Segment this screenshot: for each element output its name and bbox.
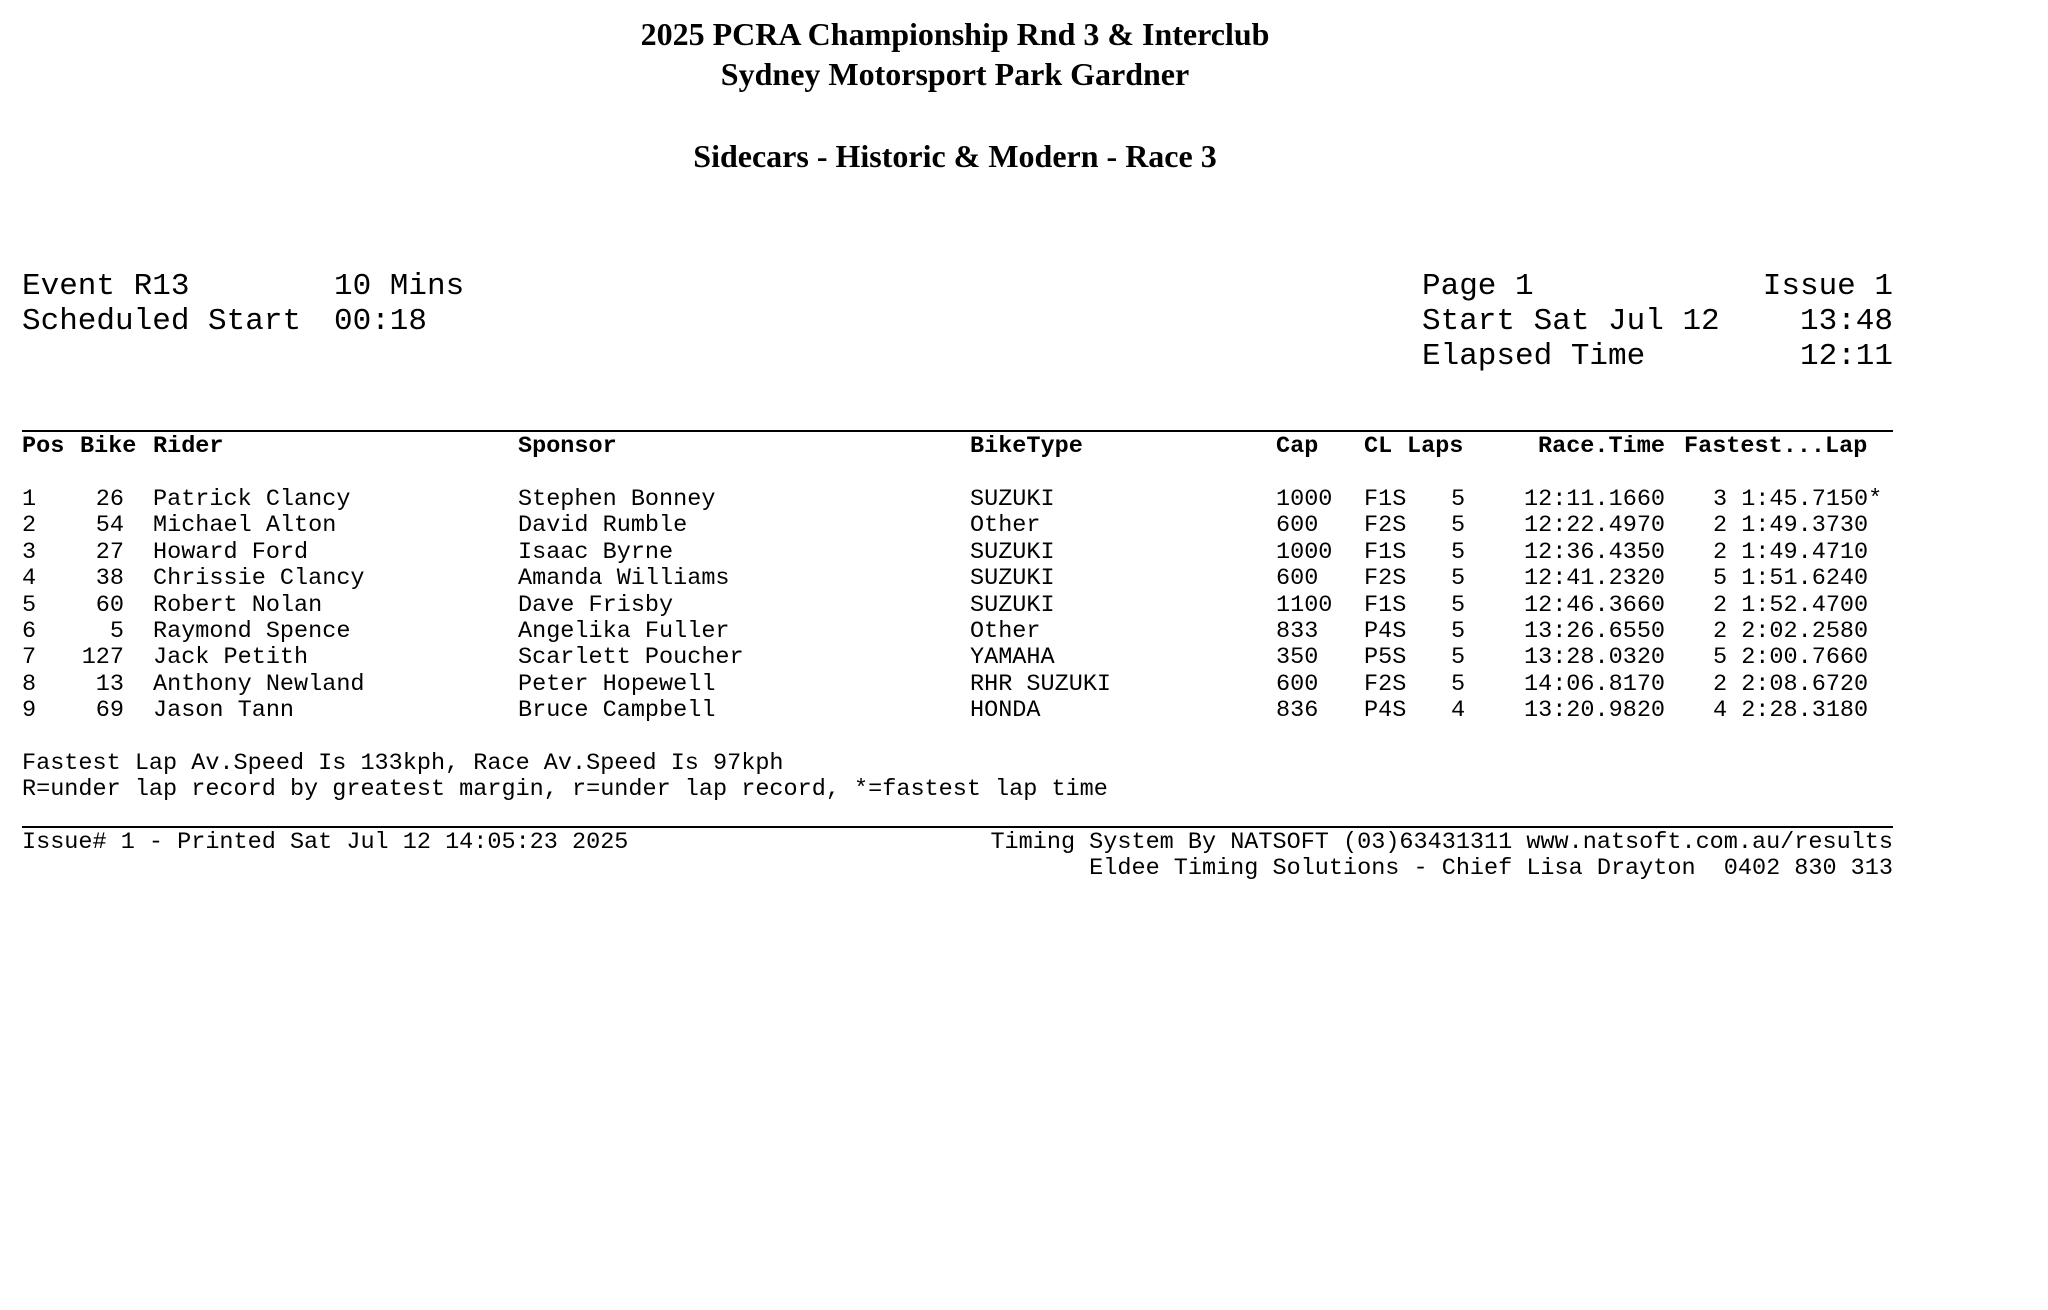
header-cap: Cap (1276, 433, 1319, 460)
issue-number: Issue 1 (1762, 269, 1893, 304)
cell-rider: Jason Tann (153, 697, 295, 725)
cell-sponsor: Dave Frisby (518, 591, 674, 619)
footer-rule (22, 826, 1893, 828)
table-row (0, 487, 1910, 513)
cell-cap: 1000 (1276, 486, 1333, 513)
cell-bike: 60 (95, 591, 124, 619)
speed-note: Fastest Lap Av.Speed Is 133kph, Race Av.Speed Is 97kph (22, 750, 784, 777)
cell-fastest: 2 2:02.2580 (1713, 618, 1869, 645)
table-row (0, 672, 1910, 698)
scheduled-start-value: 00:18 (334, 304, 428, 339)
cell-biketype: SUZUKI (970, 565, 1055, 593)
issue-printed: Issue# 1 - Printed Sat Jul 12 14:05:23 2025 (22, 829, 629, 856)
cell-racetime: 12:41.2320 (1524, 565, 1666, 593)
cell-biketype: SUZUKI (970, 538, 1055, 566)
cell-laps: 5 (1451, 591, 1466, 619)
cell-sponsor: Bruce Campbell (518, 697, 716, 725)
cell-fastest: 5 2:00.7660 (1713, 644, 1869, 672)
cell-sponsor: Isaac Byrne (518, 538, 674, 566)
cell-sponsor: Stephen Bonney (518, 486, 716, 513)
cell-biketype: Other (970, 618, 1041, 645)
timing-system: Timing System By NATSOFT (03)63431311 www.natsoft.com.au/results (990, 829, 1893, 856)
table-row (0, 619, 1910, 645)
lap-record-legend: R=under lap record by greatest margin, r=under lap record, *=fastest lap time (22, 776, 1108, 803)
cell-sponsor: Angelika Fuller (518, 618, 730, 645)
cell-pos: 7 (22, 644, 37, 672)
race-title: Sidecars - Historic & Modern - Race 3 (693, 138, 1217, 174)
cell-bike: 38 (95, 565, 124, 593)
cell-sponsor: David Rumble (518, 512, 688, 540)
header-cl: CL (1364, 433, 1393, 460)
cell-bike: 13 (95, 670, 124, 698)
cell-fastest: 2 1:49.4710 (1713, 538, 1869, 566)
cell-biketype: RHR SUZUKI (970, 670, 1112, 698)
cell-pos: 8 (22, 670, 37, 698)
cell-laps: 5 (1451, 565, 1466, 593)
cell-rider: Howard Ford (153, 538, 309, 566)
cell-cl: F1S (1364, 591, 1407, 619)
page-number: Page 1 (1422, 269, 1534, 304)
cell-racetime: 12:46.3660 (1524, 591, 1666, 619)
cell-sponsor: Peter Hopewell (518, 670, 716, 698)
table-row (0, 593, 1910, 619)
cell-bike: 27 (95, 538, 124, 566)
table-row (0, 540, 1910, 566)
cell-fastest: 2 1:52.4700 (1713, 591, 1869, 619)
cell-laps: 5 (1451, 670, 1466, 698)
cell-cl: F2S (1364, 512, 1407, 540)
cell-racetime: 13:26.6550 (1524, 618, 1666, 645)
cell-bike: 127 (81, 644, 124, 672)
cell-cl: P5S (1364, 644, 1407, 672)
cell-cl: F1S (1364, 538, 1407, 566)
table-row (0, 513, 1910, 539)
cell-racetime: 12:36.4350 (1524, 538, 1666, 566)
event-title: 2025 PCRA Championship Rnd 3 & Interclub (640, 16, 1270, 52)
header-fastest-lap: Fastest...Lap (1684, 433, 1868, 460)
venue-title: Sydney Motorsport Park Gardner (720, 56, 1190, 92)
cell-pos: 1 (22, 486, 37, 513)
timing-chief: Eldee Timing Solutions - Chief Lisa Drayton 0402 830 313 (1089, 855, 1893, 882)
start-time: 13:48 (1799, 304, 1893, 339)
header-rider: Rider (153, 433, 224, 460)
cell-fastest: 3 1:45.7150* (1713, 486, 1883, 513)
cell-laps: 5 (1451, 486, 1466, 513)
header-laps: Laps (1407, 433, 1464, 460)
cell-rider: Anthony Newland (153, 670, 365, 698)
header-biketype: BikeType (970, 433, 1083, 460)
cell-rider: Chrissie Clancy (153, 565, 365, 593)
cell-cl: F2S (1364, 670, 1407, 698)
elapsed-label: Elapsed Time (1422, 339, 1646, 374)
cell-laps: 4 (1451, 697, 1466, 725)
cell-cap: 1100 (1276, 591, 1333, 619)
table-top-rule (22, 430, 1893, 432)
cell-rider: Raymond Spence (153, 618, 351, 645)
cell-laps: 5 (1451, 538, 1466, 566)
cell-fastest: 2 1:49.3730 (1713, 512, 1869, 540)
cell-pos: 2 (22, 512, 37, 540)
cell-rider: Jack Petith (153, 644, 309, 672)
cell-cap: 600 (1276, 670, 1319, 698)
cell-pos: 4 (22, 565, 37, 593)
cell-rider: Michael Alton (153, 512, 337, 540)
cell-biketype: SUZUKI (970, 591, 1055, 619)
cell-bike: 26 (95, 486, 124, 513)
cell-sponsor: Scarlett Poucher (518, 644, 744, 672)
cell-biketype: SUZUKI (970, 486, 1055, 513)
cell-cap: 350 (1276, 644, 1319, 672)
cell-sponsor: Amanda Williams (518, 565, 730, 593)
header-racetime: Race.Time (1538, 433, 1665, 460)
cell-laps: 5 (1451, 512, 1466, 540)
cell-racetime: 12:11.1660 (1524, 486, 1666, 513)
cell-cap: 833 (1276, 618, 1319, 645)
cell-cl: F1S (1364, 486, 1407, 513)
cell-pos: 3 (22, 538, 37, 566)
cell-fastest: 5 1:51.6240 (1713, 565, 1869, 593)
cell-bike: 69 (95, 697, 124, 725)
cell-cl: P4S (1364, 618, 1407, 645)
event-label: Event R13 (22, 269, 190, 304)
cell-pos: 6 (22, 618, 37, 645)
cell-rider: Robert Nolan (153, 591, 323, 619)
cell-cap: 600 (1276, 565, 1319, 593)
cell-racetime: 13:28.0320 (1524, 644, 1666, 672)
cell-racetime: 14:06.8170 (1524, 670, 1666, 698)
cell-biketype: YAMAHA (970, 644, 1055, 672)
cell-fastest: 4 2:28.3180 (1713, 697, 1869, 725)
cell-bike: 5 (109, 618, 124, 645)
event-duration: 10 Mins (334, 269, 465, 304)
table-row (0, 645, 1910, 671)
cell-rider: Patrick Clancy (153, 486, 351, 513)
cell-laps: 5 (1451, 644, 1466, 672)
table-header (0, 434, 1910, 460)
scheduled-start-label: Scheduled Start (22, 304, 302, 339)
cell-pos: 5 (22, 591, 37, 619)
table-row (0, 566, 1910, 592)
header-bike: Bike (80, 433, 137, 460)
cell-racetime: 12:22.4970 (1524, 512, 1666, 540)
cell-cl: P4S (1364, 697, 1407, 725)
cell-cl: F2S (1364, 565, 1407, 593)
start-label: Start Sat Jul 12 (1422, 304, 1720, 339)
header-sponsor: Sponsor (518, 433, 617, 460)
cell-racetime: 13:20.9820 (1524, 697, 1666, 725)
header-pos: Pos (22, 433, 65, 460)
cell-fastest: 2 2:08.6720 (1713, 670, 1869, 698)
cell-cap: 836 (1276, 697, 1319, 725)
cell-biketype: Other (970, 512, 1041, 540)
cell-laps: 5 (1451, 618, 1466, 645)
elapsed-value: 12:11 (1799, 339, 1893, 374)
cell-cap: 1000 (1276, 538, 1333, 566)
cell-pos: 9 (22, 697, 37, 725)
cell-cap: 600 (1276, 512, 1319, 540)
table-row (0, 698, 1910, 724)
cell-biketype: HONDA (970, 697, 1041, 725)
cell-bike: 54 (95, 512, 124, 540)
